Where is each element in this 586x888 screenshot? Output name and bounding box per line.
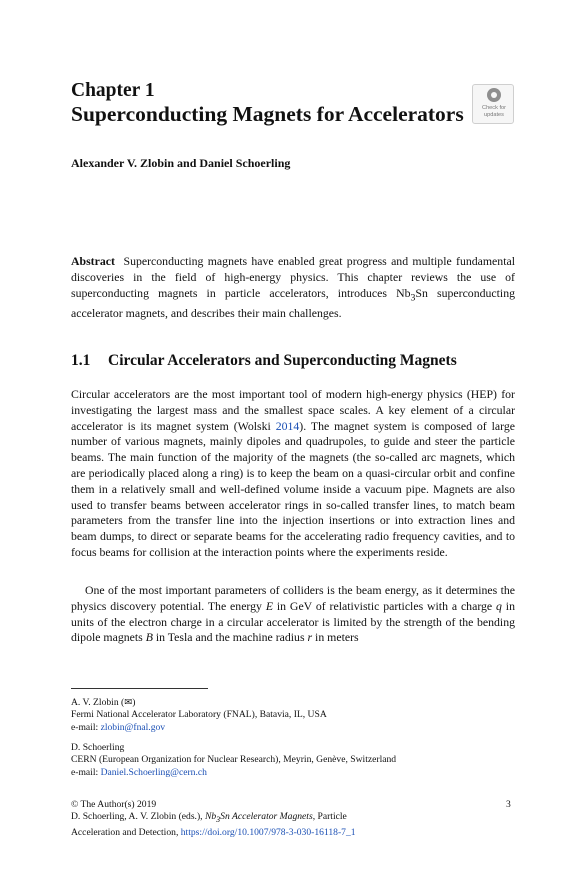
chapter-title: Superconducting Magnets for Accelerators <box>71 102 464 126</box>
check-for-updates-badge[interactable] <box>472 84 514 124</box>
affiliation-2: CERN (European Organization for Nuclear Research), Meyrin, Genève, Switzerland <box>71 754 397 766</box>
section-heading <box>71 352 457 370</box>
email-link-1[interactable]: zlobin@fnal.gov <box>100 721 166 733</box>
formula-subscript: 3 <box>410 291 416 303</box>
affiliation-1: Fermi National Accelerator Laboratory (FNAL), Batavia, IL, USA <box>71 709 327 721</box>
chapter-label: Chapter 1 <box>71 80 155 101</box>
body-paragraph-1: Circular accelerators are the most important tool of modern high-energy physics (HEP) for investigating the largest mass and the smallest space scales. A key element of a circular accelerator is its magnet system (Wolski 2014). The magnet system is composed of large number of various magnets, mainly dipoles and quadrupoles, to guide and steer the particle beams. The main function of the majority of the magnets (the so-called arc magnets, which are periodically placed along a ring) is to keep the beam on a quasi-circular orbit and confine them in a relatively small and well-defined volume inside a vacuum pipe. Magnets are also used to transfer beams between accelerator rings in so-called transfer lines, to match beam parameters from the transfer line into the injection insertions or into extraction lines and beam dumps, to direct or separate beams for the accelerating radio frequency cavities, and to focus beams for collision at the interaction points where the experiments reside. <box>71 387 515 559</box>
copyright-block: © The Author(s) 2019 D. Schoerling, A. V. Zlobin (eds.), $Nb_3Sn$ Accelerator Magnets, Particle Acceleration and Detection, https://doi.org/10.1007/978-3-030-16118-7_1 <box>71 799 515 839</box>
abstract-text: Superconducting magnets have enabled great progress and multiple fundamental discoveries in the field of high-energy physics. This chapter reviews the use of superconducting magnets in particle accelerators, introduces Nb <box>71 254 515 300</box>
check-for-updates-icon <box>487 88 501 102</box>
envelope-icon: ✉ <box>124 697 133 708</box>
check-for-updates-label: Check for updates <box>482 105 506 118</box>
footnote-divider <box>71 688 208 689</box>
citation-link[interactable]: 2014 <box>275 418 300 433</box>
email-link-2[interactable]: Daniel.Schoerling@cern.ch <box>100 766 207 778</box>
copyright-line: © The Author(s) 2019 <box>71 799 157 810</box>
section-title: Circular Accelerators and Superconducting Magnets <box>108 352 457 369</box>
authors: Alexander V. Zlobin and Daniel Schoerling <box>71 156 291 170</box>
footnote-author-1: A. V. Zlobin (✉) Fermi National Accelerator Laboratory (FNAL), Batavia, IL, USA e-mail: zlobin@fnal.gov <box>71 697 515 734</box>
body-paragraph-2: One of the most important parameters of colliders is the beam energy, as it determines the physics discovery potential. The energy E in GeV of relativistic particles with a charge q in units of the electron charge in a circular accelerator is limited by the strength of the bending dipole magnets B in Tesla and the machine radius r in meters <box>71 583 515 645</box>
abstract-text-cont: Sn superconducting accelerator magnets, and describes their main challenges. <box>71 285 515 320</box>
abstract <box>71 254 515 322</box>
footnote-author-2: D. Schoerling CERN (European Organization for Nuclear Research), Meyrin, Genève, Switzerland e-mail: Daniel.Schoerling@cern.ch <box>71 742 515 779</box>
author-2-name: D. Schoerling <box>71 742 125 753</box>
doi-link[interactable]: https://doi.org/10.1007/978-3-030-16118-7_1 <box>180 826 356 838</box>
section-number: 1.1 <box>71 352 91 369</box>
page-number: 3 <box>506 799 511 810</box>
abstract-label: Abstract <box>71 254 115 268</box>
